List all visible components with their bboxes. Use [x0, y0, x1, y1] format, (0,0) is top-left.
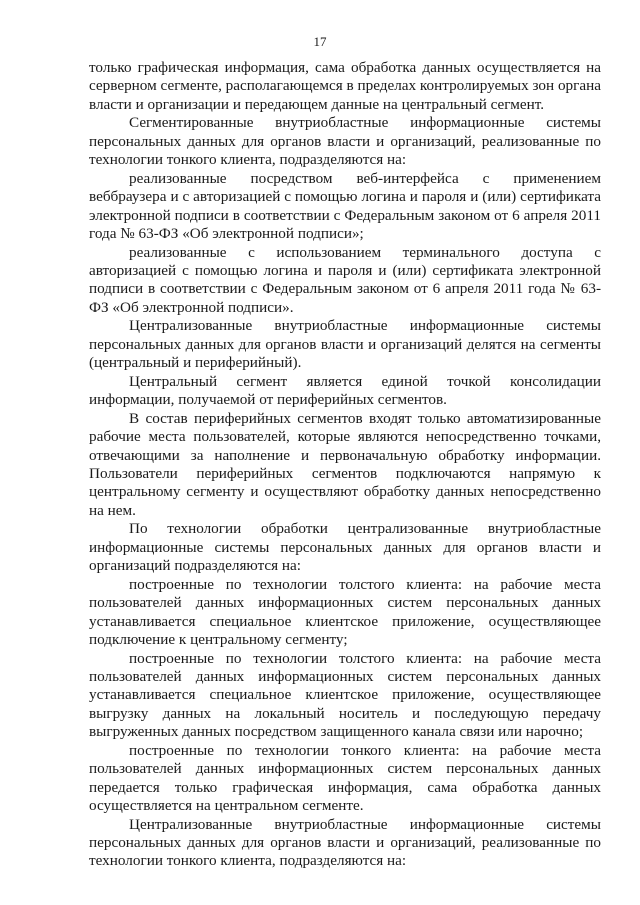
list-item-thin-client: построенные по технологии тонкого клиента: на рабочие места пользователей данных информационных систем персональных данных передается только графическая информация, сама обработка данных осуществляется на центральном сегменте. [89, 741, 601, 815]
list-item-thick-client-connection: построенные по технологии толстого клиента: на рабочие места пользователей данных информационных систем персональных данных устанавливается специальное клиентское приложение, осуществляющее подключение к центральному сегменту; [89, 575, 601, 649]
paragraph-centralized-thin-client-intro: Централизованные внутриобластные информационные системы персональных данных для органов власти и организаций, реализованные по технологии тонкого клиента, подразделяются на: [89, 815, 601, 870]
paragraph-continuation: только графическая информация, сама обработка данных осуществляется на серверном сегменте, располагающемся в пределах контролируемых зон органа власти и организации и передающем данные на центральный сегмент. [89, 59, 601, 113]
paragraph-centralized-segments: Централизованные внутриобластные информационные системы персональных данных для органов власти и организаций делятся на сегменты (центральный и периферийный). [89, 317, 601, 372]
paragraph-peripheral-segments: В состав периферийных сегментов входят только автоматизированные рабочие места пользователей, которые являются непосредственно точками, отвечающими за наполнение и первоначальную обработку информации. Пользователи периферийных сегментов подключаются напрямую к центральному сегменту и осуществляют обработку данных непосредственно на нем. [89, 409, 601, 519]
list-item-terminal-access: реализованные с использованием терминального доступа с авторизацией с помощью логина и пароля и (или) сертификата электронной подписи в соответствии с Федеральным законом от 6 апреля 2011 года № 63-ФЗ «Об электронной подписи». [89, 243, 601, 316]
document-body [89, 59, 601, 871]
list-item-web-interface: реализованные посредством веб-интерфейса с применением веббраузера и с авторизацией с помощью логина и пароля и (или) сертификата электронной подписи в соответствии с Федеральным законом от 6 апреля 2011 года № 63-ФЗ «Об электронной подписи»; [89, 169, 601, 243]
list-item-thick-client-export: построенные по технологии толстого клиента: на рабочие места пользователей данных информационных систем персональных данных устанавливается специальное клиентское приложение, осуществляющее выгрузку данных на локальный носитель и последующую передачу выгруженных данных посредством защищенного канала связи или нарочно; [89, 649, 601, 741]
paragraph-segmented-systems-intro: Сегментированные внутриобластные информационные системы персональных данных для органов власти и организаций, реализованные по технологии тонкого клиента, подразделяются на: [89, 114, 601, 169]
page-number: 17 [313, 34, 327, 49]
paragraph-central-segment: Центральный сегмент является единой точкой консолидации информации, получаемой от периферийных сегментов. [89, 372, 601, 409]
paragraph-processing-technology-intro: По технологии обработки централизованные внутриобластные информационные системы персональных данных для органов власти и организаций подразделяются на: [89, 520, 601, 575]
